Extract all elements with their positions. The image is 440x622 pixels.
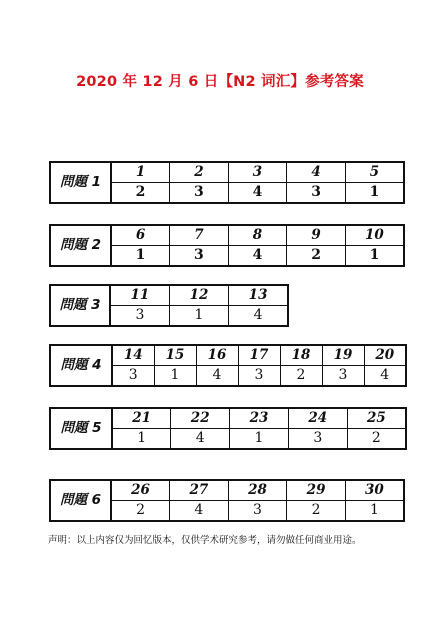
question-number: 17	[238, 345, 280, 366]
question-number: 19	[322, 345, 364, 366]
section-label: 問題 6	[50, 480, 111, 521]
answer-table-1	[49, 161, 405, 204]
question-number: 24	[288, 408, 347, 429]
answer-value: 2	[287, 501, 346, 522]
question-number: 1	[111, 162, 170, 183]
answer-value: 3	[228, 501, 287, 522]
answer-value: 1	[169, 306, 228, 327]
answer-value: 1	[154, 366, 196, 387]
question-number: 12	[169, 285, 228, 306]
answer-table-6	[49, 479, 405, 522]
answer-value: 4	[228, 183, 287, 204]
answer-value: 3	[170, 183, 229, 204]
question-number: 22	[171, 408, 230, 429]
answer-value: 1	[345, 501, 404, 522]
question-number: 6	[111, 225, 170, 246]
question-number: 11	[110, 285, 169, 306]
section-label: 問題 1	[50, 162, 111, 203]
question-number: 15	[154, 345, 196, 366]
question-number: 28	[228, 480, 287, 501]
answer-value: 4	[228, 246, 287, 267]
answer-table-5	[49, 407, 407, 450]
disclaimer-note: 声明：以上内容仅为回忆版本，仅供学术研究参考，请勿做任何商业用途。	[48, 535, 362, 546]
answer-value: 3	[238, 366, 280, 387]
answer-value: 2	[287, 246, 346, 267]
question-number: 27	[170, 480, 229, 501]
answer-value: 3	[288, 429, 347, 450]
answer-value: 3	[322, 366, 364, 387]
question-number: 5	[345, 162, 404, 183]
answer-value: 2	[111, 501, 170, 522]
question-number: 8	[228, 225, 287, 246]
answer-value: 3	[112, 366, 154, 387]
answer-table-3	[49, 284, 289, 327]
question-number: 30	[345, 480, 404, 501]
answer-value: 4	[229, 306, 288, 327]
question-number: 26	[111, 480, 170, 501]
question-number: 20	[364, 345, 406, 366]
question-number: 3	[228, 162, 287, 183]
answer-value: 4	[171, 429, 230, 450]
question-number: 14	[112, 345, 154, 366]
question-number: 29	[287, 480, 346, 501]
answer-table-2	[49, 224, 405, 267]
answer-value: 2	[280, 366, 322, 387]
answer-value: 4	[170, 501, 229, 522]
question-number: 2	[170, 162, 229, 183]
question-number: 13	[229, 285, 288, 306]
answer-table-4	[49, 344, 407, 387]
question-number: 23	[230, 408, 289, 429]
answer-value: 3	[287, 183, 346, 204]
question-number: 25	[347, 408, 406, 429]
answer-value: 4	[364, 366, 406, 387]
section-label: 問題 4	[50, 345, 112, 386]
question-number: 4	[287, 162, 346, 183]
page-title: 2020 年 12 月 6 日【N2 词汇】参考答案	[76, 74, 364, 90]
answer-value: 1	[112, 429, 171, 450]
answer-value: 3	[170, 246, 229, 267]
answer-value: 1	[111, 246, 170, 267]
answer-value: 2	[347, 429, 406, 450]
section-label: 問題 2	[50, 225, 111, 266]
question-number: 16	[196, 345, 238, 366]
answer-value: 1	[345, 246, 404, 267]
question-number: 21	[112, 408, 171, 429]
answer-value: 4	[196, 366, 238, 387]
question-number: 10	[345, 225, 404, 246]
question-number: 7	[170, 225, 229, 246]
question-number: 18	[280, 345, 322, 366]
answer-value: 3	[110, 306, 169, 327]
section-label: 問題 3	[50, 285, 110, 326]
section-label: 問題 5	[50, 408, 112, 449]
question-number: 9	[287, 225, 346, 246]
answer-value: 1	[345, 183, 404, 204]
answer-value: 1	[230, 429, 289, 450]
answer-value: 2	[111, 183, 170, 204]
